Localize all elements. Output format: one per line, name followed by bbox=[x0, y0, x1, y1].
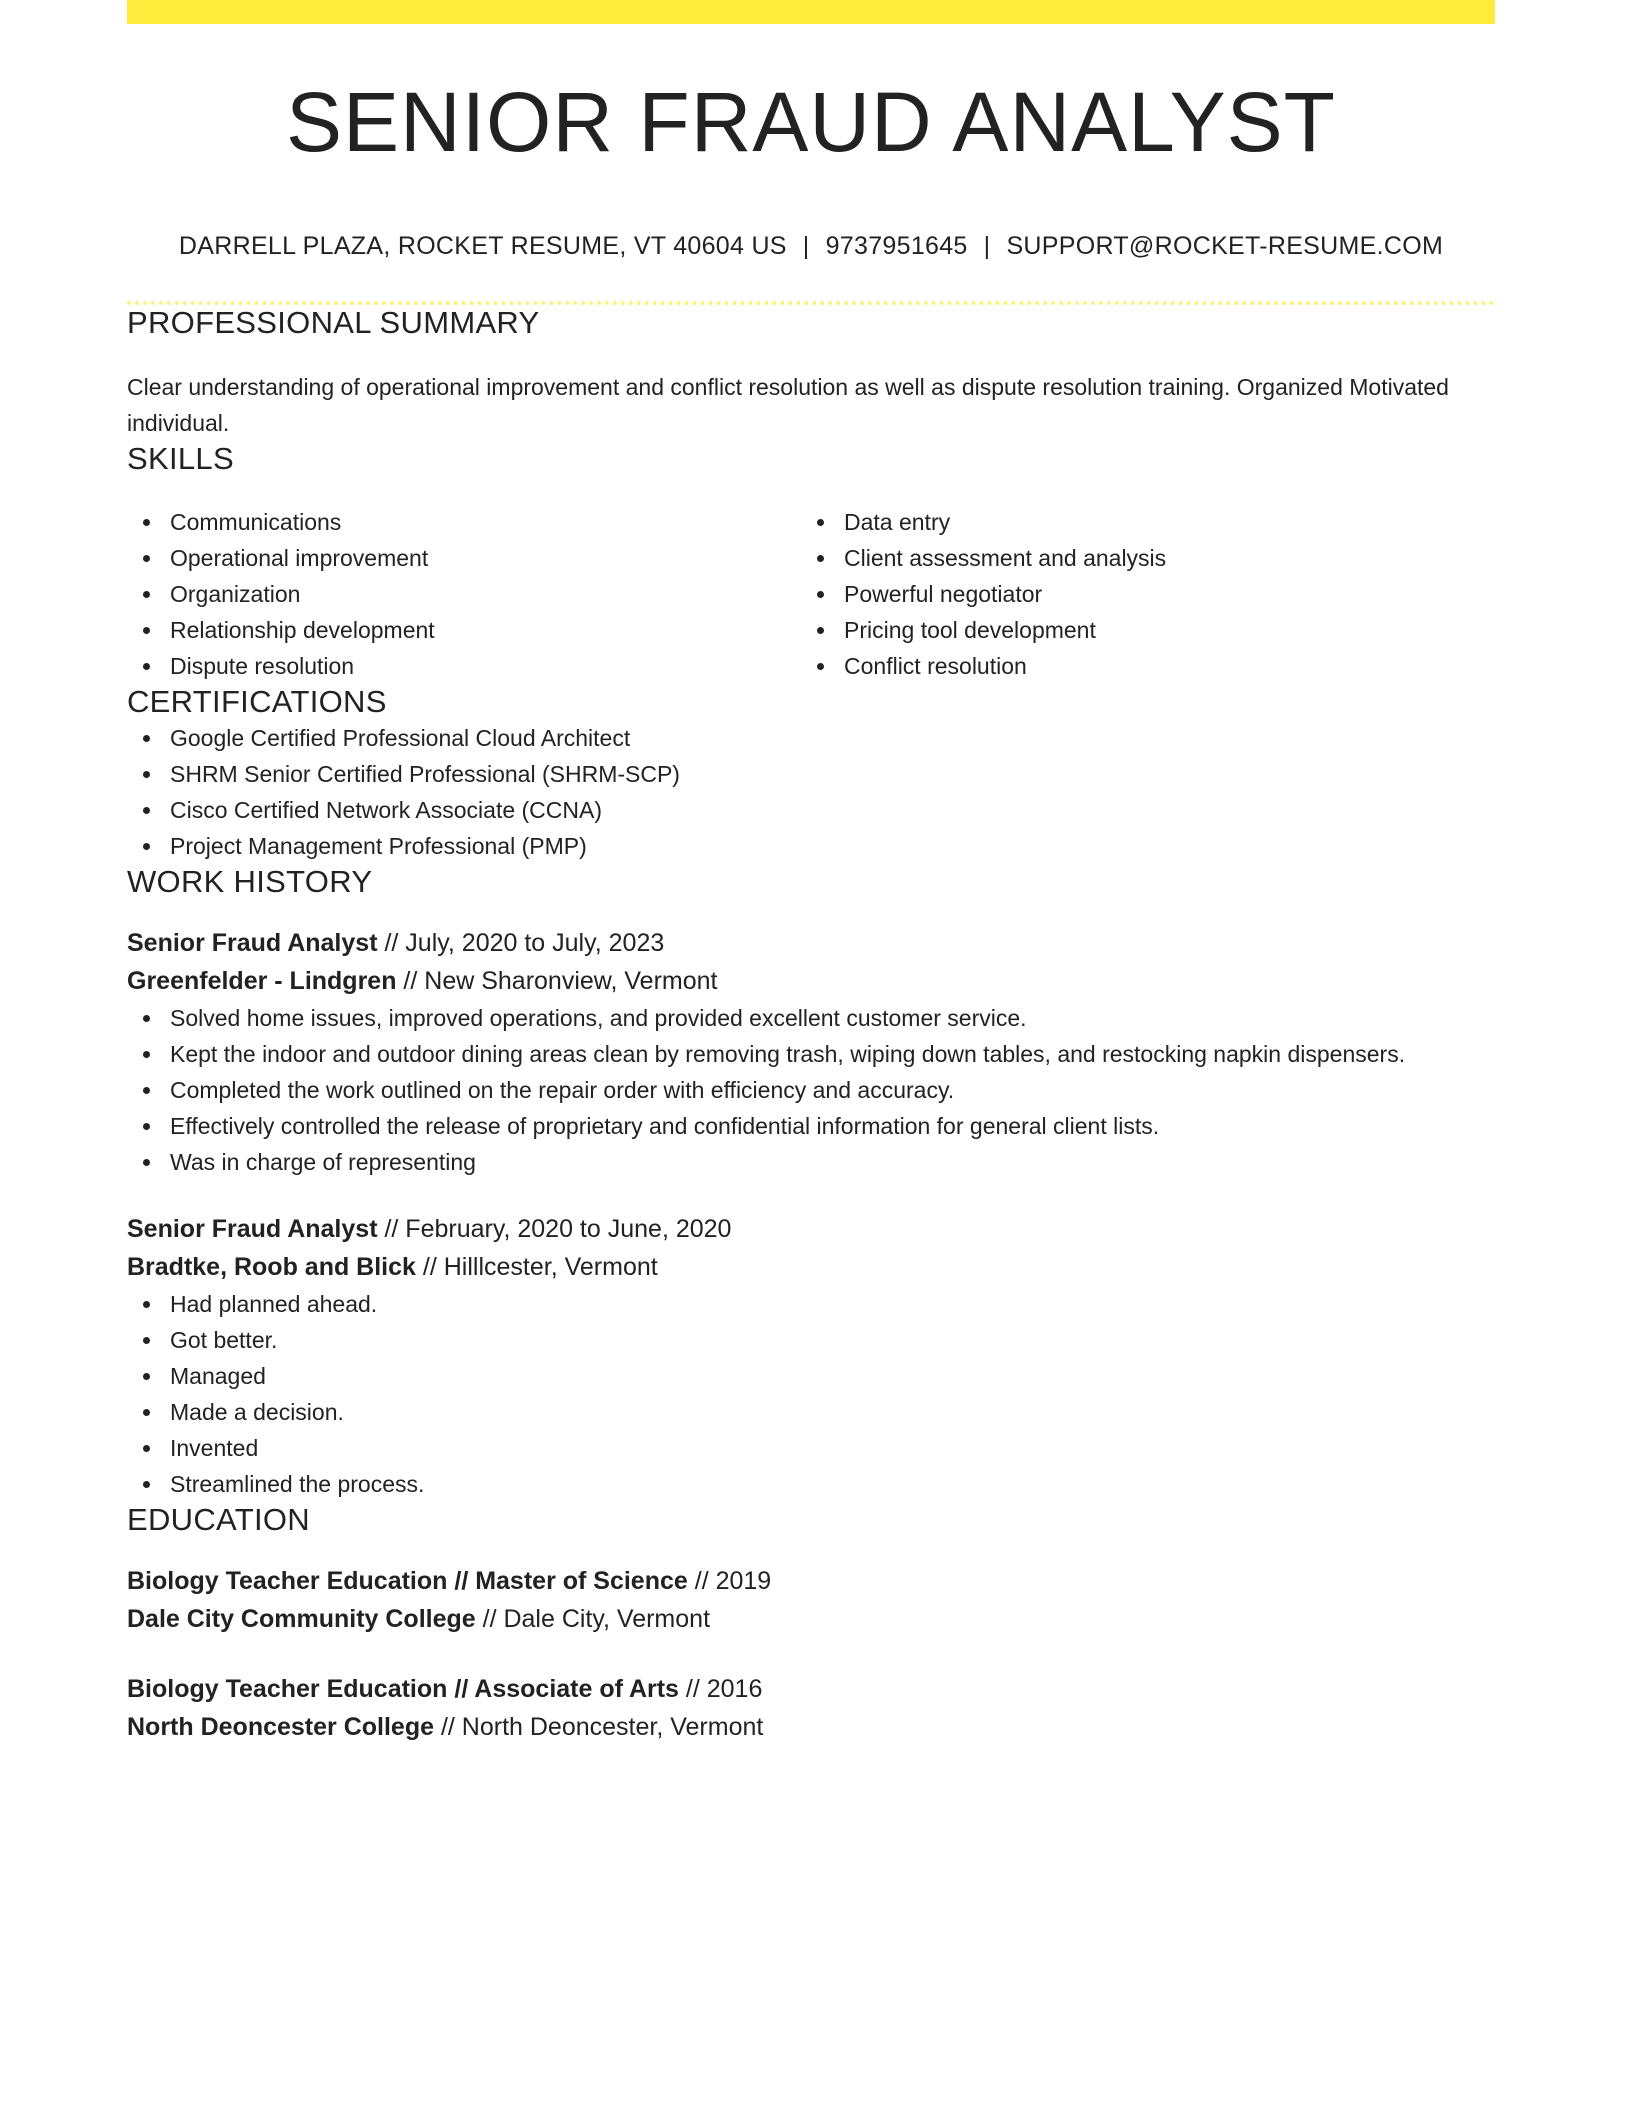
education-degree-line bbox=[127, 1670, 1495, 1708]
education-degree: Biology Teacher Education // Associate of Arts bbox=[127, 1675, 679, 1703]
job-bullets bbox=[127, 1000, 1495, 1180]
summary-text: Clear understanding of operational improvement and conflict resolution as well as dispute resolution training. Organized Motivated individual. bbox=[127, 374, 1449, 436]
education-school-line bbox=[127, 1600, 1495, 1638]
job-title-line bbox=[127, 1210, 1495, 1248]
job-company: Greenfelder - Lindgren bbox=[127, 967, 397, 995]
job-bullet: Made a decision. bbox=[127, 1394, 1495, 1430]
job-bullet: Completed the work outlined on the repair order with efficiency and accuracy. bbox=[127, 1072, 1495, 1108]
education-school: North Deoncester College bbox=[127, 1713, 435, 1741]
job-title: Senior Fraud Analyst bbox=[127, 929, 378, 957]
job-bullet: Managed bbox=[127, 1358, 1495, 1394]
education-school-line bbox=[127, 1708, 1495, 1746]
certifications-list bbox=[127, 720, 1495, 864]
job-bullets bbox=[127, 1286, 1495, 1502]
skill-item: Operational improvement bbox=[127, 540, 801, 576]
job-bullet: Streamlined the process. bbox=[127, 1466, 1495, 1502]
contact-phone: 9737951645 bbox=[825, 232, 968, 260]
education-location: // Dale City, Vermont bbox=[475, 1605, 711, 1633]
job-location: // Hilllcester, Vermont bbox=[415, 1253, 658, 1281]
skills-list-right bbox=[801, 504, 1475, 684]
skills-columns bbox=[127, 504, 1495, 684]
job-bullet: Invented bbox=[127, 1430, 1495, 1466]
contact-email: SUPPORT@ROCKET-RESUME.COM bbox=[1006, 232, 1444, 260]
skills-column-left bbox=[127, 504, 801, 684]
job-company-line bbox=[127, 1248, 1495, 1286]
skills-list-left bbox=[127, 504, 801, 684]
job-bullet: Got better. bbox=[127, 1322, 1495, 1358]
certification-item: Project Management Professional (PMP) bbox=[127, 828, 1495, 864]
summary-heading: PROFESSIONAL SUMMARY bbox=[127, 305, 540, 340]
education-year: // 2016 bbox=[678, 1675, 763, 1703]
skill-item: Data entry bbox=[801, 504, 1475, 540]
skill-item: Client assessment and analysis bbox=[801, 540, 1475, 576]
job-bullet: Was in charge of representing bbox=[127, 1144, 1495, 1180]
skill-item: Organization bbox=[127, 576, 801, 612]
job-dates: // February, 2020 to June, 2020 bbox=[377, 1215, 732, 1243]
accent-bar bbox=[127, 0, 1495, 24]
certification-item: Google Certified Professional Cloud Architect bbox=[127, 720, 1495, 756]
job-title-line bbox=[127, 924, 1495, 962]
skill-item: Pricing tool development bbox=[801, 612, 1475, 648]
work-history-heading: WORK HISTORY bbox=[127, 864, 373, 899]
skill-item: Conflict resolution bbox=[801, 648, 1475, 684]
job-title: Senior Fraud Analyst bbox=[127, 1215, 378, 1243]
education-year: // 2019 bbox=[687, 1567, 772, 1595]
certifications-heading: CERTIFICATIONS bbox=[127, 684, 387, 719]
job-company: Bradtke, Roob and Blick bbox=[127, 1253, 416, 1281]
certification-item: SHRM Senior Certified Professional (SHRM-SCP) bbox=[127, 756, 1495, 792]
page-title: SENIOR FRAUD ANALYST bbox=[286, 75, 1336, 169]
skills-heading: SKILLS bbox=[127, 441, 234, 476]
contact-line bbox=[127, 232, 1495, 261]
skill-item: Powerful negotiator bbox=[801, 576, 1475, 612]
education-degree-line bbox=[127, 1562, 1495, 1600]
job-bullet: Solved home issues, improved operations, and provided excellent customer service. bbox=[127, 1000, 1495, 1036]
resume-page bbox=[127, 0, 1495, 1746]
contact-separator: | bbox=[983, 232, 991, 260]
education-heading: EDUCATION bbox=[127, 1502, 310, 1537]
job-bullet: Had planned ahead. bbox=[127, 1286, 1495, 1322]
job-location: // New Sharonview, Vermont bbox=[396, 967, 718, 995]
job-company-line bbox=[127, 962, 1495, 1000]
job-dates: // July, 2020 to July, 2023 bbox=[377, 929, 665, 957]
skill-item: Dispute resolution bbox=[127, 648, 801, 684]
job-bullet: Effectively controlled the release of proprietary and confidential information for general client lists. bbox=[127, 1108, 1495, 1144]
education-degree: Biology Teacher Education // Master of Science bbox=[127, 1567, 688, 1595]
skill-item: Relationship development bbox=[127, 612, 801, 648]
job-bullet: Kept the indoor and outdoor dining areas clean by removing trash, wiping down tables, and restocking napkin dispensers. bbox=[127, 1036, 1495, 1072]
education-location: // North Deoncester, Vermont bbox=[434, 1713, 764, 1741]
contact-address: DARRELL PLAZA, ROCKET RESUME, VT 40604 US bbox=[178, 232, 787, 260]
skill-item: Communications bbox=[127, 504, 801, 540]
contact-separator: | bbox=[802, 232, 810, 260]
certification-item: Cisco Certified Network Associate (CCNA) bbox=[127, 792, 1495, 828]
education-school: Dale City Community College bbox=[127, 1605, 476, 1633]
skills-column-right bbox=[801, 504, 1475, 684]
